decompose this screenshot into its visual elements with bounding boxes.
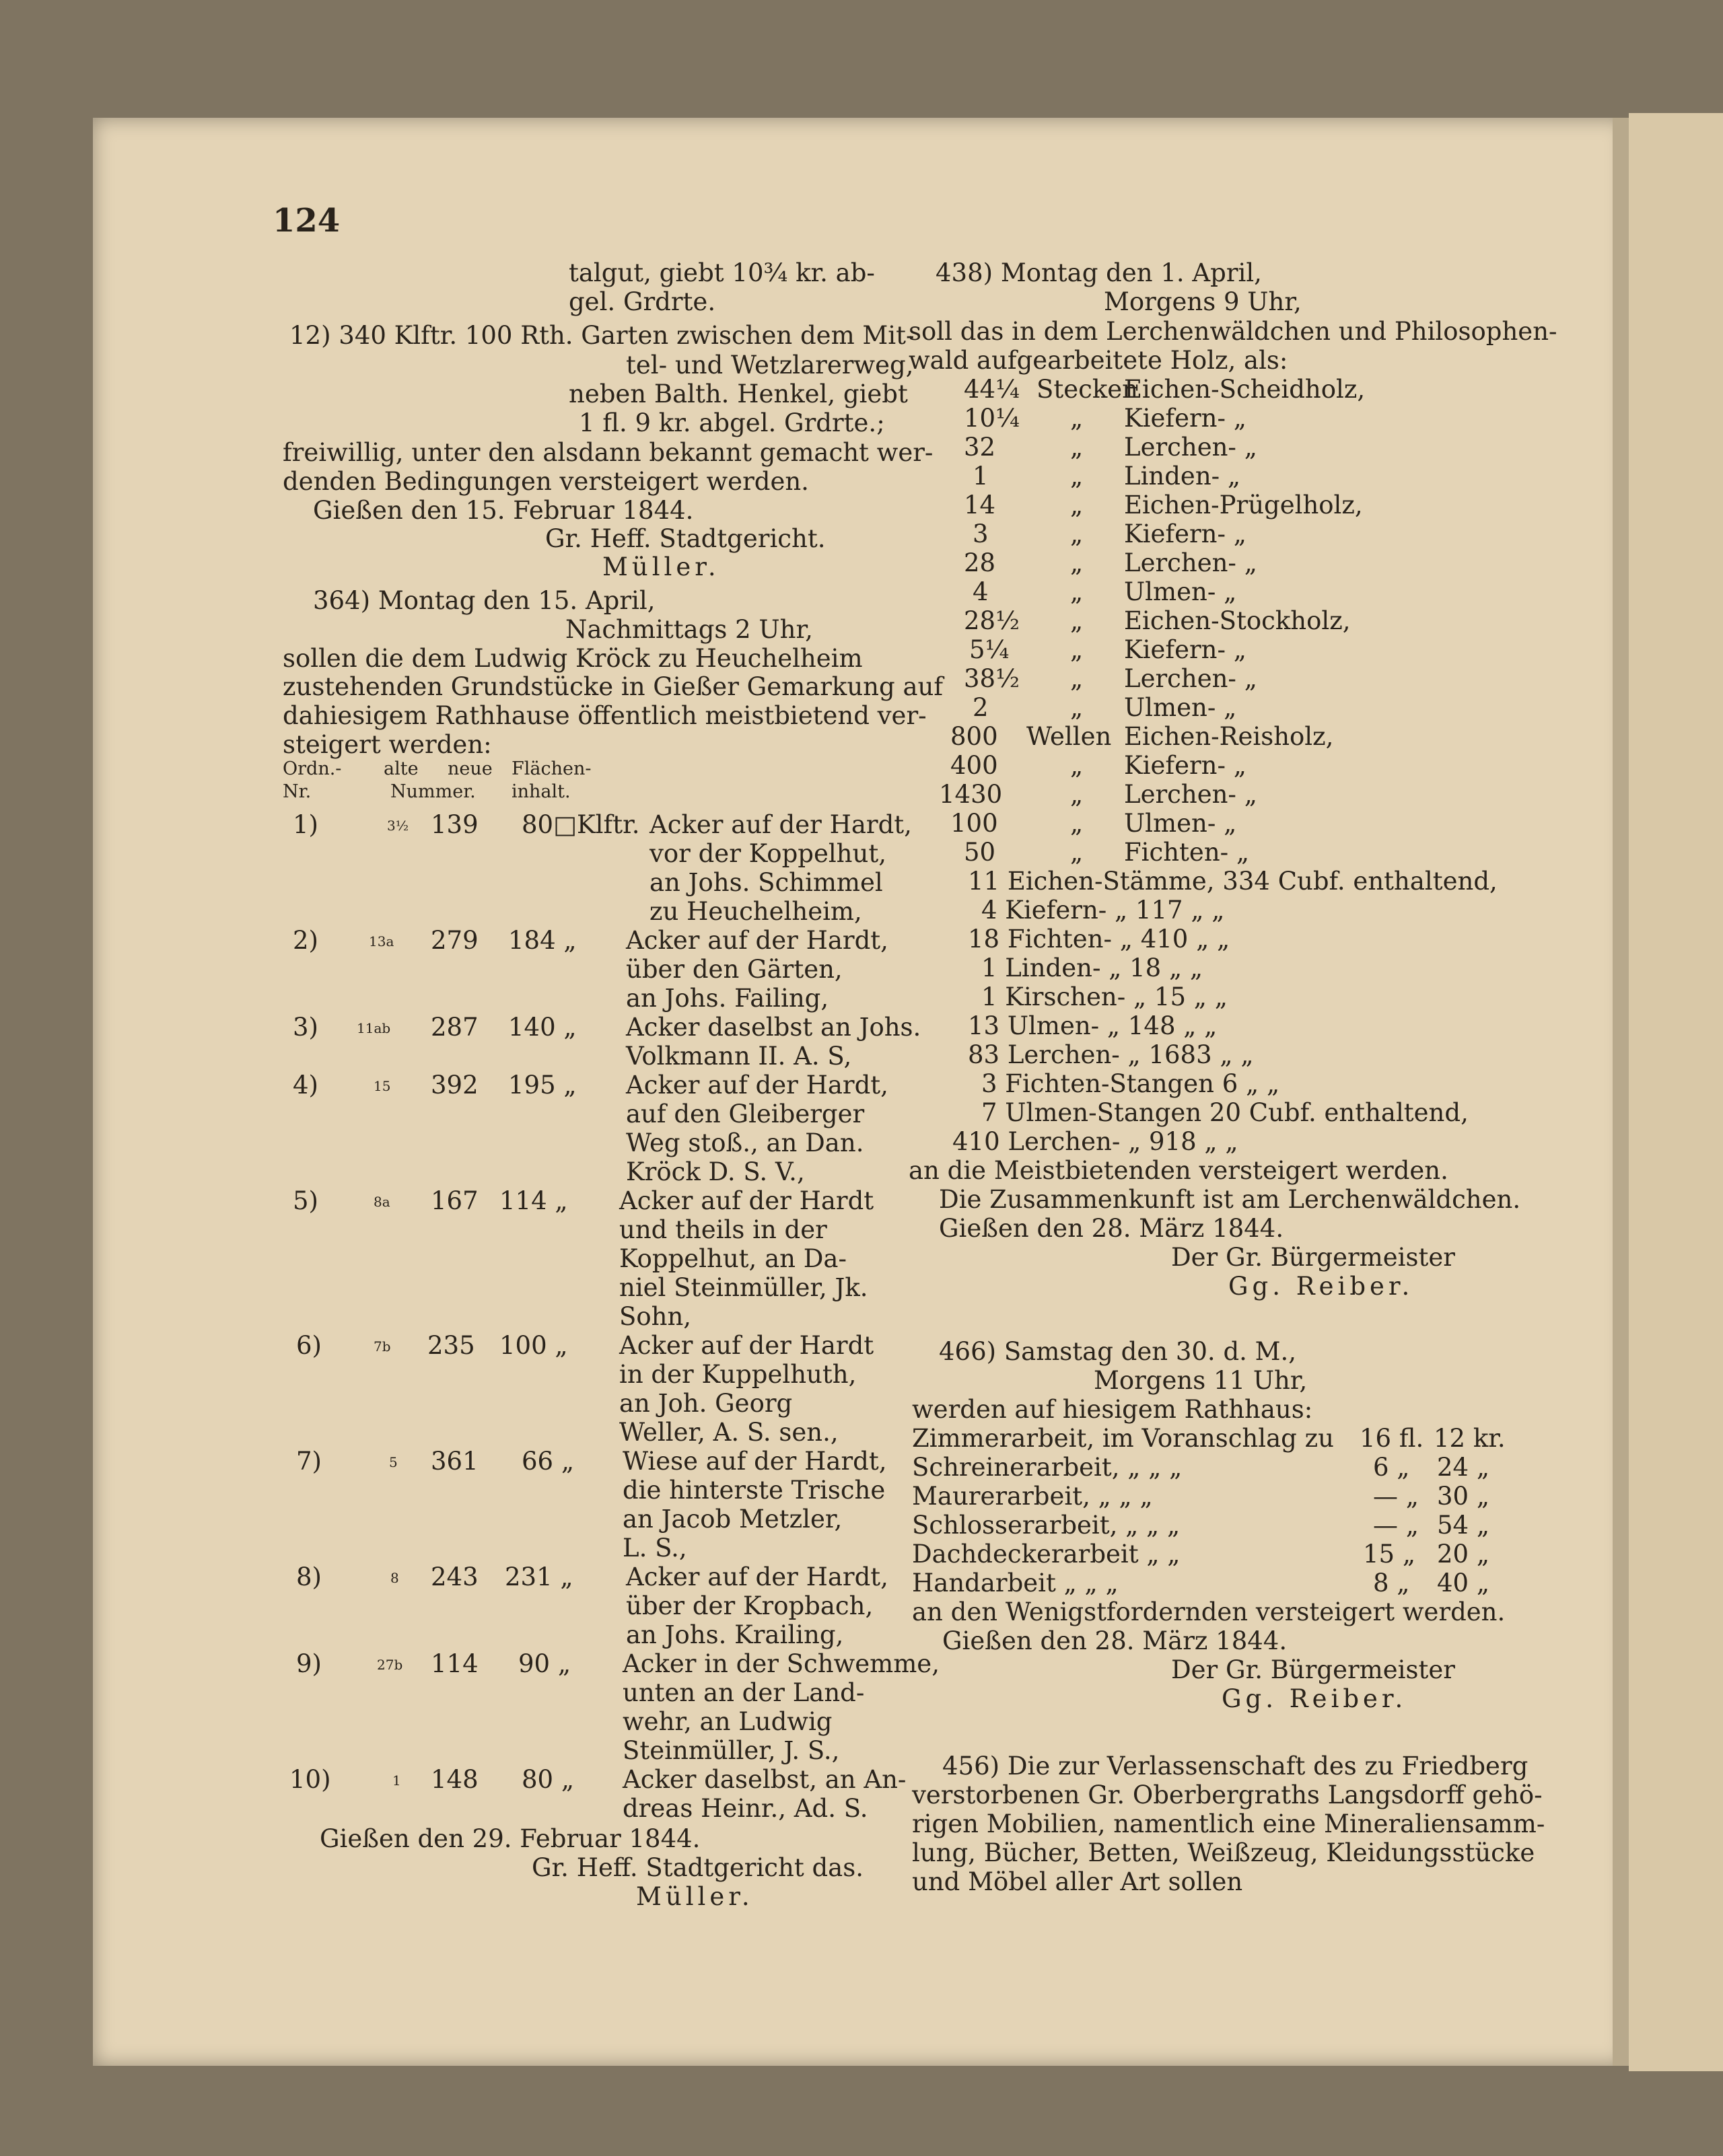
table-cell-old: 13a <box>369 933 394 949</box>
wood-unit: „ <box>1070 519 1084 548</box>
table-cell-desc: niel Steinmüller, Jk. <box>619 1273 868 1302</box>
work-item: Maurerarbeit, „ „ „ <box>912 1482 1153 1511</box>
table-cell-area: 140 „ <box>508 1013 577 1042</box>
text-line: lung, Bücher, Betten, Weißzeug, Kleidungsstücke <box>912 1838 1535 1867</box>
table-cell-desc: Acker auf der Hardt, <box>626 926 888 955</box>
wood-unit: „ <box>1070 838 1084 867</box>
table-cell-new: 392 <box>431 1071 479 1100</box>
text-line: soll das in dem Lerchenwäldchen und Philosophen- <box>909 317 1557 346</box>
text-line: 1 Kirschen- „ 15 „ „ <box>981 982 1228 1011</box>
wood-quantity: 28 <box>964 548 996 577</box>
text-line: 7 Ulmen-Stangen 20 Cubf. enthaltend, <box>981 1098 1469 1127</box>
table-cell-area: 66 „ <box>522 1447 575 1476</box>
table-cell-ordn: 9) <box>296 1649 322 1678</box>
table-cell-old: 8 <box>390 1570 399 1586</box>
wood-unit: „ <box>1070 577 1084 606</box>
table-cell-area: 184 „ <box>508 926 577 955</box>
wood-quantity: 32 <box>964 433 996 462</box>
signature-authority: Der Gr. Bürgermeister <box>1171 1655 1455 1684</box>
wood-kind: Ulmen- „ <box>1124 809 1237 838</box>
wood-quantity: 50 <box>964 838 996 867</box>
text-line: an die Meistbietenden versteigert werden. <box>909 1156 1448 1185</box>
table-cell-desc: Wiese auf der Hardt, <box>623 1447 887 1476</box>
signature-name: Müller. <box>602 552 720 581</box>
wood-kind: Lerchen- „ <box>1124 548 1257 577</box>
wood-kind: Lerchen- „ <box>1124 664 1257 693</box>
signature-name: Müller. <box>636 1882 754 1911</box>
text-line: 12) 340 Klftr. 100 Rth. Garten zwischen dem Mit- <box>289 321 915 350</box>
table-cell-desc: vor der Koppelhut, <box>649 839 886 868</box>
work-item: Schlosserarbeit, „ „ „ <box>912 1511 1181 1540</box>
work-fl: — „ <box>1373 1482 1419 1511</box>
table-cell-area: 195 „ <box>508 1071 577 1100</box>
table-cell-new: 139 <box>431 810 479 839</box>
table-cell-desc: Acker auf der Hardt, <box>649 810 912 839</box>
wood-unit: „ <box>1070 404 1084 433</box>
table-cell-area: 100 „ <box>499 1331 568 1360</box>
text-line: verstorbenen Gr. Oberbergraths Langsdorff gehö- <box>912 1781 1543 1809</box>
work-fl: 8 „ <box>1373 1569 1410 1597</box>
wood-unit: „ <box>1070 664 1084 693</box>
table-cell-desc: Steinmüller, J. S., <box>623 1736 840 1765</box>
wood-kind: Eichen-Prügelholz, <box>1124 491 1363 519</box>
table-cell-new: 243 <box>431 1562 479 1591</box>
text-line: sollen die dem Ludwig Kröck zu Heuchelheim <box>283 644 863 673</box>
wood-quantity: 3 <box>973 519 989 548</box>
table-cell-old: 1 <box>392 1772 401 1789</box>
table-header: Nummer. <box>390 781 476 802</box>
signature-name: Gg. Reiber. <box>1222 1684 1407 1713</box>
table-cell-desc: auf den Gleiberger <box>626 1100 865 1128</box>
table-header: Nr. <box>283 781 312 802</box>
table-cell-ordn: 2) <box>293 926 318 955</box>
next-page-edge <box>1629 113 1723 2071</box>
table-cell-ordn: 5) <box>293 1186 318 1215</box>
notice-heading: 456) Die zur Verlassenschaft des zu Friedberg <box>942 1752 1528 1781</box>
wood-kind: Lerchen- „ <box>1124 780 1257 809</box>
table-cell-desc: in der Kuppelhuth, <box>619 1360 857 1389</box>
table-cell-old: 15 <box>374 1078 391 1094</box>
table-cell-desc: Acker in der Schwemme, <box>623 1649 940 1678</box>
work-item: Zimmerarbeit, im Voranschlag zu <box>912 1424 1334 1453</box>
table-cell-area: 80□Klftr. <box>522 810 640 839</box>
work-fl: 6 „ <box>1373 1453 1410 1482</box>
text-line: tel- und Wetzlarerweg, <box>626 351 914 380</box>
table-cell-desc: Acker auf der Hardt, <box>626 1071 888 1100</box>
table-cell-desc: Kröck D. S. V., <box>626 1157 805 1186</box>
table-cell-area: 114 „ <box>499 1186 568 1215</box>
text-line: denden Bedingungen versteigert werden. <box>283 467 809 496</box>
table-cell-desc: an Johs. Failing, <box>626 984 829 1013</box>
text-line: 1 Linden- „ 18 „ „ <box>981 954 1203 982</box>
table-cell-desc: Sohn, <box>619 1302 692 1331</box>
table-cell-ordn: 4) <box>293 1071 318 1100</box>
work-fl: 16 fl. <box>1360 1424 1424 1453</box>
notice-heading: 364) Montag den 15. April, <box>313 586 656 615</box>
dateline: Gießen den 15. Februar 1844. <box>313 496 694 525</box>
table-cell-desc: Weg stoß., an Dan. <box>626 1128 864 1157</box>
table-cell-new: 235 <box>427 1331 475 1360</box>
wood-quantity: 5¼ <box>969 635 1010 664</box>
table-cell-desc: Acker auf der Hardt <box>619 1186 874 1215</box>
text-line: an den Wenigstfordernden versteigert werden. <box>912 1597 1506 1626</box>
table-cell-desc: an Jacob Metzler, <box>623 1505 843 1534</box>
wood-unit: Wellen <box>1026 722 1112 751</box>
wood-unit: „ <box>1070 462 1084 491</box>
table-cell-new: 287 <box>431 1013 479 1042</box>
table-cell-desc: Acker daselbst an Johs. <box>626 1013 921 1042</box>
table-cell-desc: wehr, an Ludwig <box>623 1707 833 1736</box>
dateline: Gießen den 28. März 1844. <box>942 1626 1288 1655</box>
text-line: 4 Kiefern- „ 117 „ „ <box>981 896 1225 925</box>
text-line: wald aufgearbeitete Holz, als: <box>909 346 1288 375</box>
table-cell-old: 7b <box>374 1338 391 1355</box>
table-cell-area: 231 „ <box>505 1562 573 1591</box>
wood-quantity: 100 <box>950 809 998 838</box>
wood-kind: Eichen-Scheidholz, <box>1124 375 1366 404</box>
wood-unit: „ <box>1070 606 1084 635</box>
table-cell-desc: L. S., <box>623 1534 687 1562</box>
wood-unit: „ <box>1070 693 1084 722</box>
table-cell-area: 80 „ <box>522 1765 575 1794</box>
table-cell-new: 361 <box>431 1447 479 1476</box>
text-line: steigert werden: <box>283 730 492 759</box>
wood-unit: „ <box>1070 491 1084 519</box>
wood-kind: Fichten- „ <box>1124 838 1250 867</box>
wood-unit: „ <box>1070 548 1084 577</box>
work-fl: — „ <box>1373 1511 1419 1540</box>
table-cell-desc: die hinterste Trische <box>623 1476 886 1505</box>
table-cell-desc: zu Heuchelheim, <box>649 897 862 926</box>
table-cell-desc: Acker auf der Hardt, <box>626 1562 888 1591</box>
work-item: Schreinerarbeit, „ „ „ <box>912 1453 1183 1482</box>
table-cell-ordn: 1) <box>293 810 318 839</box>
table-cell-desc: und theils in der <box>619 1215 827 1244</box>
page-number: 124 <box>273 202 341 240</box>
table-cell-new: 148 <box>431 1765 479 1794</box>
table-cell-old: 8a <box>374 1194 390 1210</box>
table-header: alte <box>384 758 419 779</box>
wood-unit: Stecken <box>1036 375 1138 404</box>
dateline: Gießen den 28. März 1844. <box>939 1214 1284 1243</box>
table-cell-desc: Acker daselbst, an An- <box>623 1765 907 1794</box>
wood-quantity: 10¼ <box>964 404 1020 433</box>
table-cell-desc: über den Gärten, <box>626 955 843 984</box>
text-line: Morgens 9 Uhr, <box>1104 287 1302 316</box>
signature-authority: Gr. Heff. Stadtgericht. <box>545 524 826 553</box>
wood-kind: Eichen-Stockholz, <box>1124 606 1351 635</box>
wood-quantity: 1430 <box>939 780 1003 809</box>
table-cell-desc: Volkmann II. A. S, <box>626 1042 852 1071</box>
text-line: dahiesigem Rathhause öffentlich meistbietend ver- <box>283 701 927 730</box>
table-cell-desc: Koppelhut, an Da- <box>619 1244 847 1273</box>
table-cell-area: 90 „ <box>518 1649 571 1678</box>
table-cell-desc: über der Kropbach, <box>626 1591 874 1620</box>
wood-quantity: 28½ <box>964 606 1020 635</box>
wood-kind: Linden- „ <box>1124 462 1241 491</box>
signature-authority: Der Gr. Bürgermeister <box>1171 1243 1455 1272</box>
text-line: zustehenden Grundstücke in Gießer Gemarkung auf <box>283 672 944 701</box>
text-line: Morgens 11 Uhr, <box>1094 1366 1308 1395</box>
work-kr: 30 „ <box>1437 1482 1490 1511</box>
table-header: inhalt. <box>512 781 571 802</box>
dateline: Gießen den 29. Februar 1844. <box>320 1824 701 1853</box>
table-cell-ordn: 10) <box>289 1765 331 1794</box>
wood-quantity: 38½ <box>964 664 1020 693</box>
table-cell-old: 5 <box>389 1454 398 1470</box>
table-cell-desc: dreas Heinr., Ad. S. <box>623 1794 868 1823</box>
wood-quantity: 1 <box>973 462 989 491</box>
table-cell-ordn: 8) <box>296 1562 322 1591</box>
text-line: 410 Lerchen- „ 918 „ „ <box>952 1127 1238 1156</box>
wood-kind: Kiefern- „ <box>1124 404 1246 433</box>
wood-kind: Lerchen- „ <box>1124 433 1257 462</box>
table-cell-desc: an Johs. Schimmel <box>649 868 883 897</box>
table-cell-new: 167 <box>431 1186 479 1215</box>
work-kr: 20 „ <box>1437 1540 1490 1569</box>
book-gutter <box>1613 118 1629 2066</box>
table-cell-old: 27b <box>377 1657 403 1673</box>
table-cell-ordn: 3) <box>293 1013 318 1042</box>
work-kr: 40 „ <box>1437 1569 1490 1597</box>
wood-kind: Ulmen- „ <box>1124 693 1237 722</box>
table-cell-old: 3½ <box>387 818 409 834</box>
wood-quantity: 44¼ <box>964 375 1020 404</box>
table-cell-desc: unten an der Land- <box>623 1678 865 1707</box>
text-line: freiwillig, unter den alsdann bekannt gemacht wer- <box>283 438 934 467</box>
wood-quantity: 400 <box>950 751 998 780</box>
text-line: 1 fl. 9 kr. abgel. Grdrte.; <box>579 408 885 437</box>
text-line: Nachmittags 2 Uhr, <box>565 615 813 644</box>
table-cell-desc: Acker auf der Hardt <box>619 1331 874 1360</box>
wood-quantity: 800 <box>950 722 998 751</box>
text-line: 3 Fichten-Stangen 6 „ „ <box>981 1069 1280 1098</box>
wood-unit: „ <box>1070 809 1084 838</box>
wood-kind: Kiefern- „ <box>1124 519 1246 548</box>
table-cell-desc: Weller, A. S. sen., <box>619 1418 839 1447</box>
text-line: 83 Lerchen- „ 1683 „ „ <box>968 1040 1254 1069</box>
notice-heading: 438) Montag den 1. April, <box>936 258 1262 287</box>
table-cell-new: 114 <box>431 1649 479 1678</box>
wood-kind: Kiefern- „ <box>1124 751 1246 780</box>
work-kr: 12 kr. <box>1434 1424 1506 1453</box>
text-line: und Möbel aller Art sollen <box>912 1867 1243 1896</box>
table-cell-desc: an Joh. Georg <box>619 1389 793 1418</box>
table-header: Ordn.- <box>283 758 342 779</box>
notice-heading: 466) Samstag den 30. d. M., <box>939 1337 1297 1366</box>
table-cell-ordn: 7) <box>296 1447 322 1476</box>
work-fl: 15 „ <box>1363 1540 1416 1569</box>
table-cell-old: 11ab <box>357 1020 391 1036</box>
wood-quantity: 14 <box>964 491 996 519</box>
signature-name: Gg. Reiber. <box>1228 1272 1414 1301</box>
wood-quantity: 2 <box>973 693 989 722</box>
text-line: rigen Mobilien, namentlich eine Mineraliensamm- <box>912 1809 1545 1838</box>
work-item: Handarbeit „ „ „ <box>912 1569 1119 1597</box>
table-cell-ordn: 6) <box>296 1331 322 1360</box>
text-line: 18 Fichten- „ 410 „ „ <box>968 925 1230 954</box>
wood-quantity: 4 <box>973 577 989 606</box>
text-line: 13 Ulmen- „ 148 „ „ <box>968 1011 1218 1040</box>
wood-unit: „ <box>1070 635 1084 664</box>
wood-unit: „ <box>1070 751 1084 780</box>
text-line: talgut, giebt 10¾ kr. ab- <box>569 258 875 287</box>
text-line: 11 Eichen-Stämme, 334 Cubf. enthaltend, <box>968 867 1498 896</box>
wood-kind: Kiefern- „ <box>1124 635 1246 664</box>
table-header: Flächen- <box>512 758 592 779</box>
text-line: Die Zusammenkunft ist am Lerchenwäldchen. <box>939 1185 1521 1214</box>
table-cell-desc: an Johs. Krailing, <box>626 1620 844 1649</box>
signature-authority: Gr. Heff. Stadtgericht das. <box>532 1853 864 1882</box>
wood-unit: „ <box>1070 780 1084 809</box>
work-kr: 24 „ <box>1437 1453 1490 1482</box>
work-kr: 54 „ <box>1437 1511 1490 1540</box>
wood-kind: Eichen-Reisholz, <box>1124 722 1334 751</box>
wood-kind: Ulmen- „ <box>1124 577 1237 606</box>
table-header: neue <box>448 758 493 779</box>
table-cell-new: 279 <box>431 926 479 955</box>
text-line: werden auf hiesigem Rathhaus: <box>912 1395 1313 1424</box>
work-item: Dachdeckerarbeit „ „ <box>912 1540 1181 1569</box>
text-line: gel. Grdrte. <box>569 287 716 316</box>
wood-unit: „ <box>1070 433 1084 462</box>
text-line: neben Balth. Henkel, giebt <box>569 380 908 408</box>
